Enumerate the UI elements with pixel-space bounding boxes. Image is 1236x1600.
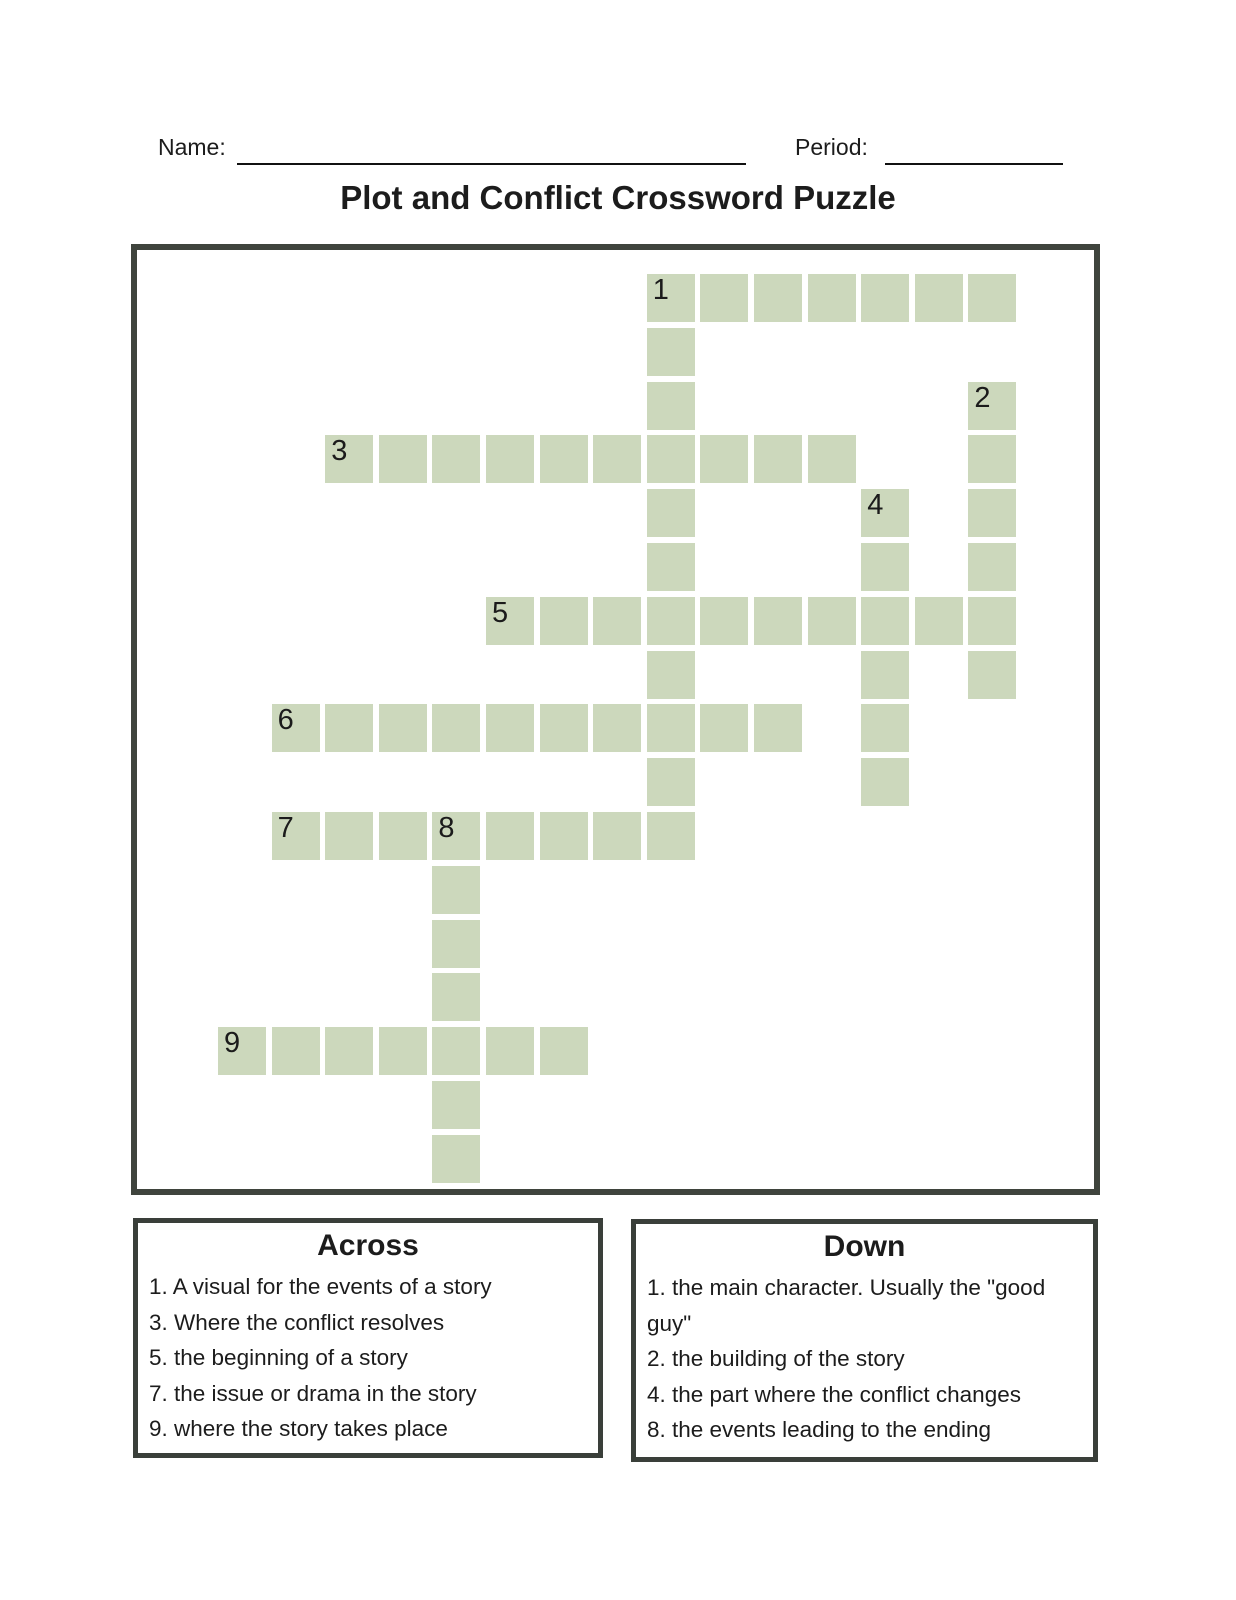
across-title: Across [317,1229,419,1262]
page-title: Plot and Conflict Crossword Puzzle [340,179,896,216]
grid-cell[interactable] [379,812,427,860]
period-blank-line[interactable] [885,163,1063,165]
down-title: Down [823,1230,906,1263]
grid-cell[interactable] [325,435,373,483]
grid-cell[interactable] [915,597,963,645]
grid-cell[interactable] [968,489,1016,537]
grid-cell[interactable] [325,704,373,752]
grid-cell[interactable] [432,812,480,860]
grid-cell[interactable] [432,973,480,1021]
grid-cell[interactable] [379,704,427,752]
grid-cell[interactable] [379,435,427,483]
across-clues-list [149,1269,592,1447]
grid-cell[interactable] [754,435,802,483]
grid-cell[interactable] [593,597,641,645]
cell-number: 8 [438,812,455,844]
grid-cell[interactable] [432,704,480,752]
grid-cell[interactable] [325,812,373,860]
grid-cell[interactable] [700,704,748,752]
crossword-grid-box [131,244,1100,1195]
clue-item: 2. the building of the story [647,1346,905,1371]
grid-cell[interactable] [647,758,695,806]
grid-cell[interactable] [861,704,909,752]
clue-item: 1. the main character. Usually the "good guy" [647,1275,1046,1336]
cell-number: 5 [492,596,509,629]
grid-cell[interactable] [647,543,695,591]
grid-cell[interactable] [540,597,588,645]
grid-cell[interactable] [432,1135,480,1183]
grid-cell[interactable] [700,274,748,322]
grid-cell[interactable] [647,435,695,483]
grid-cell[interactable] [432,435,480,483]
grid-cell[interactable] [325,1027,373,1075]
grid-cell[interactable] [432,920,480,968]
grid-cell[interactable] [861,489,909,537]
grid-cell[interactable] [540,435,588,483]
grid-cell[interactable] [647,489,695,537]
clue-item: 3. Where the conflict resolves [149,1309,445,1335]
grid-cell[interactable] [379,1027,427,1075]
grid-cell[interactable] [593,435,641,483]
grid-cell[interactable] [808,435,856,483]
clue-item: 9. where the story takes place [149,1416,448,1441]
grid-cell[interactable] [432,866,480,914]
grid-cell[interactable] [861,758,909,806]
cell-number: 3 [331,435,348,468]
grid-cell[interactable] [861,597,909,645]
grid-cell[interactable] [968,382,1016,430]
period-label: Period: [795,134,868,160]
cell-number: 7 [277,812,294,844]
grid-cell[interactable] [593,704,641,752]
grid-cell[interactable] [754,597,802,645]
grid-cell[interactable] [486,435,534,483]
grid-layer [137,250,1094,1189]
clue-item: 5. the beginning of a story [149,1345,408,1370]
clue-item: 8. the events leading to the ending [647,1417,992,1442]
grid-cell[interactable] [647,704,695,752]
grid-cell[interactable] [968,435,1016,483]
grid-cell[interactable] [540,704,588,752]
across-clues-box [133,1218,603,1458]
grid-cell[interactable] [218,1027,266,1075]
grid-cell[interactable] [754,274,802,322]
grid-cell[interactable] [647,328,695,376]
cell-number: 9 [224,1027,241,1060]
clue-item: 1. A visual for the events of a story [149,1274,492,1299]
grid-cell[interactable] [486,1027,534,1075]
grid-cell[interactable] [968,274,1016,322]
clue-item: 4. the part where the conflict changes [647,1381,1021,1407]
grid-cell[interactable] [968,597,1016,645]
down-clues-list [647,1270,1087,1448]
cell-number: 4 [867,489,884,522]
grid-cell[interactable] [861,543,909,591]
grid-cell[interactable] [272,812,320,860]
grid-cell[interactable] [647,274,695,322]
name-blank-line[interactable] [237,163,746,165]
grid-cell[interactable] [700,435,748,483]
cell-number: 2 [974,381,991,414]
clue-item: 7. the issue or drama in the story [149,1380,477,1406]
grid-cell[interactable] [647,597,695,645]
grid-cell[interactable] [647,651,695,699]
grid-cell[interactable] [272,1027,320,1075]
grid-cell[interactable] [540,812,588,860]
grid-cell[interactable] [700,597,748,645]
cell-number: 1 [652,274,669,306]
grid-cell[interactable] [593,812,641,860]
grid-cell[interactable] [486,597,534,645]
grid-cell[interactable] [272,704,320,752]
grid-cell[interactable] [968,543,1016,591]
grid-cell[interactable] [968,651,1016,699]
grid-cell[interactable] [861,651,909,699]
grid-cell[interactable] [432,1027,480,1075]
cell-number: 6 [277,704,294,737]
grid-cell[interactable] [808,274,856,322]
grid-cell[interactable] [486,812,534,860]
grid-cell[interactable] [647,812,695,860]
grid-cell[interactable] [915,274,963,322]
grid-cell[interactable] [647,382,695,430]
grid-cell[interactable] [861,274,909,322]
grid-cell[interactable] [432,1081,480,1129]
grid-cell[interactable] [754,704,802,752]
grid-cell[interactable] [486,704,534,752]
grid-cell[interactable] [808,597,856,645]
down-clues-box [631,1219,1098,1462]
name-label: Name: [158,134,226,160]
grid-cell[interactable] [540,1027,588,1075]
